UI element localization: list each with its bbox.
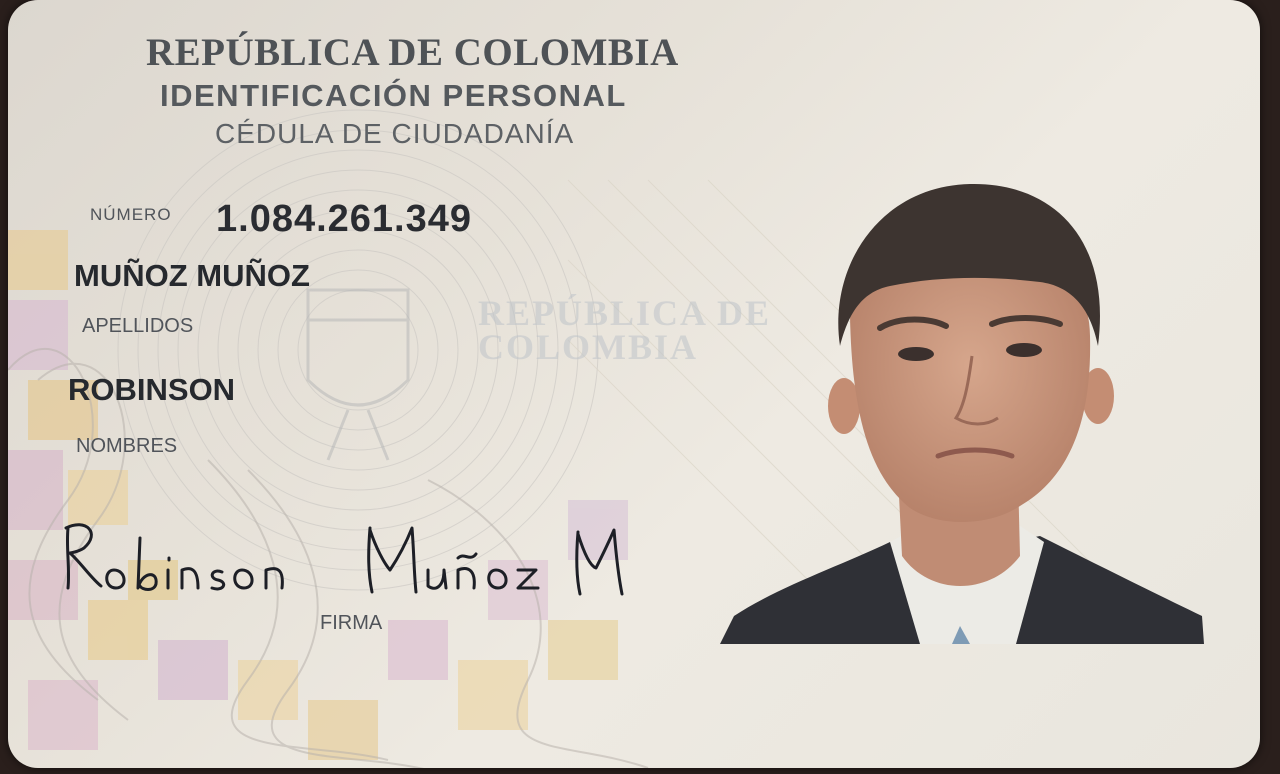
signature-label: FIRMA [320, 612, 383, 634]
given-names-label: NOMBRES [76, 435, 178, 457]
country-title: REPÚBLICA DE COLOMBIA [146, 31, 679, 74]
watermark-line-2: COLOMBIA [478, 327, 699, 367]
id-card [8, 0, 1260, 768]
signature-text [20, 540, 30, 541]
surnames-label: APELLIDOS [82, 315, 194, 337]
watermark-line-1: REPÚBLICA DE [478, 293, 772, 333]
id-number: 1.084.261.349 [216, 198, 473, 240]
coat-of-arms [308, 290, 408, 460]
surnames-value: MUÑOZ MUÑOZ [74, 258, 310, 293]
numero-label: NÚMERO [90, 205, 172, 224]
document-subtitle: IDENTIFICACIÓN PERSONAL [160, 78, 627, 113]
signature [56, 508, 656, 608]
portrait-photo [720, 176, 1210, 646]
given-names-value: ROBINSON [68, 372, 236, 407]
document-type: CÉDULA DE CIUDADANÍA [215, 118, 575, 149]
